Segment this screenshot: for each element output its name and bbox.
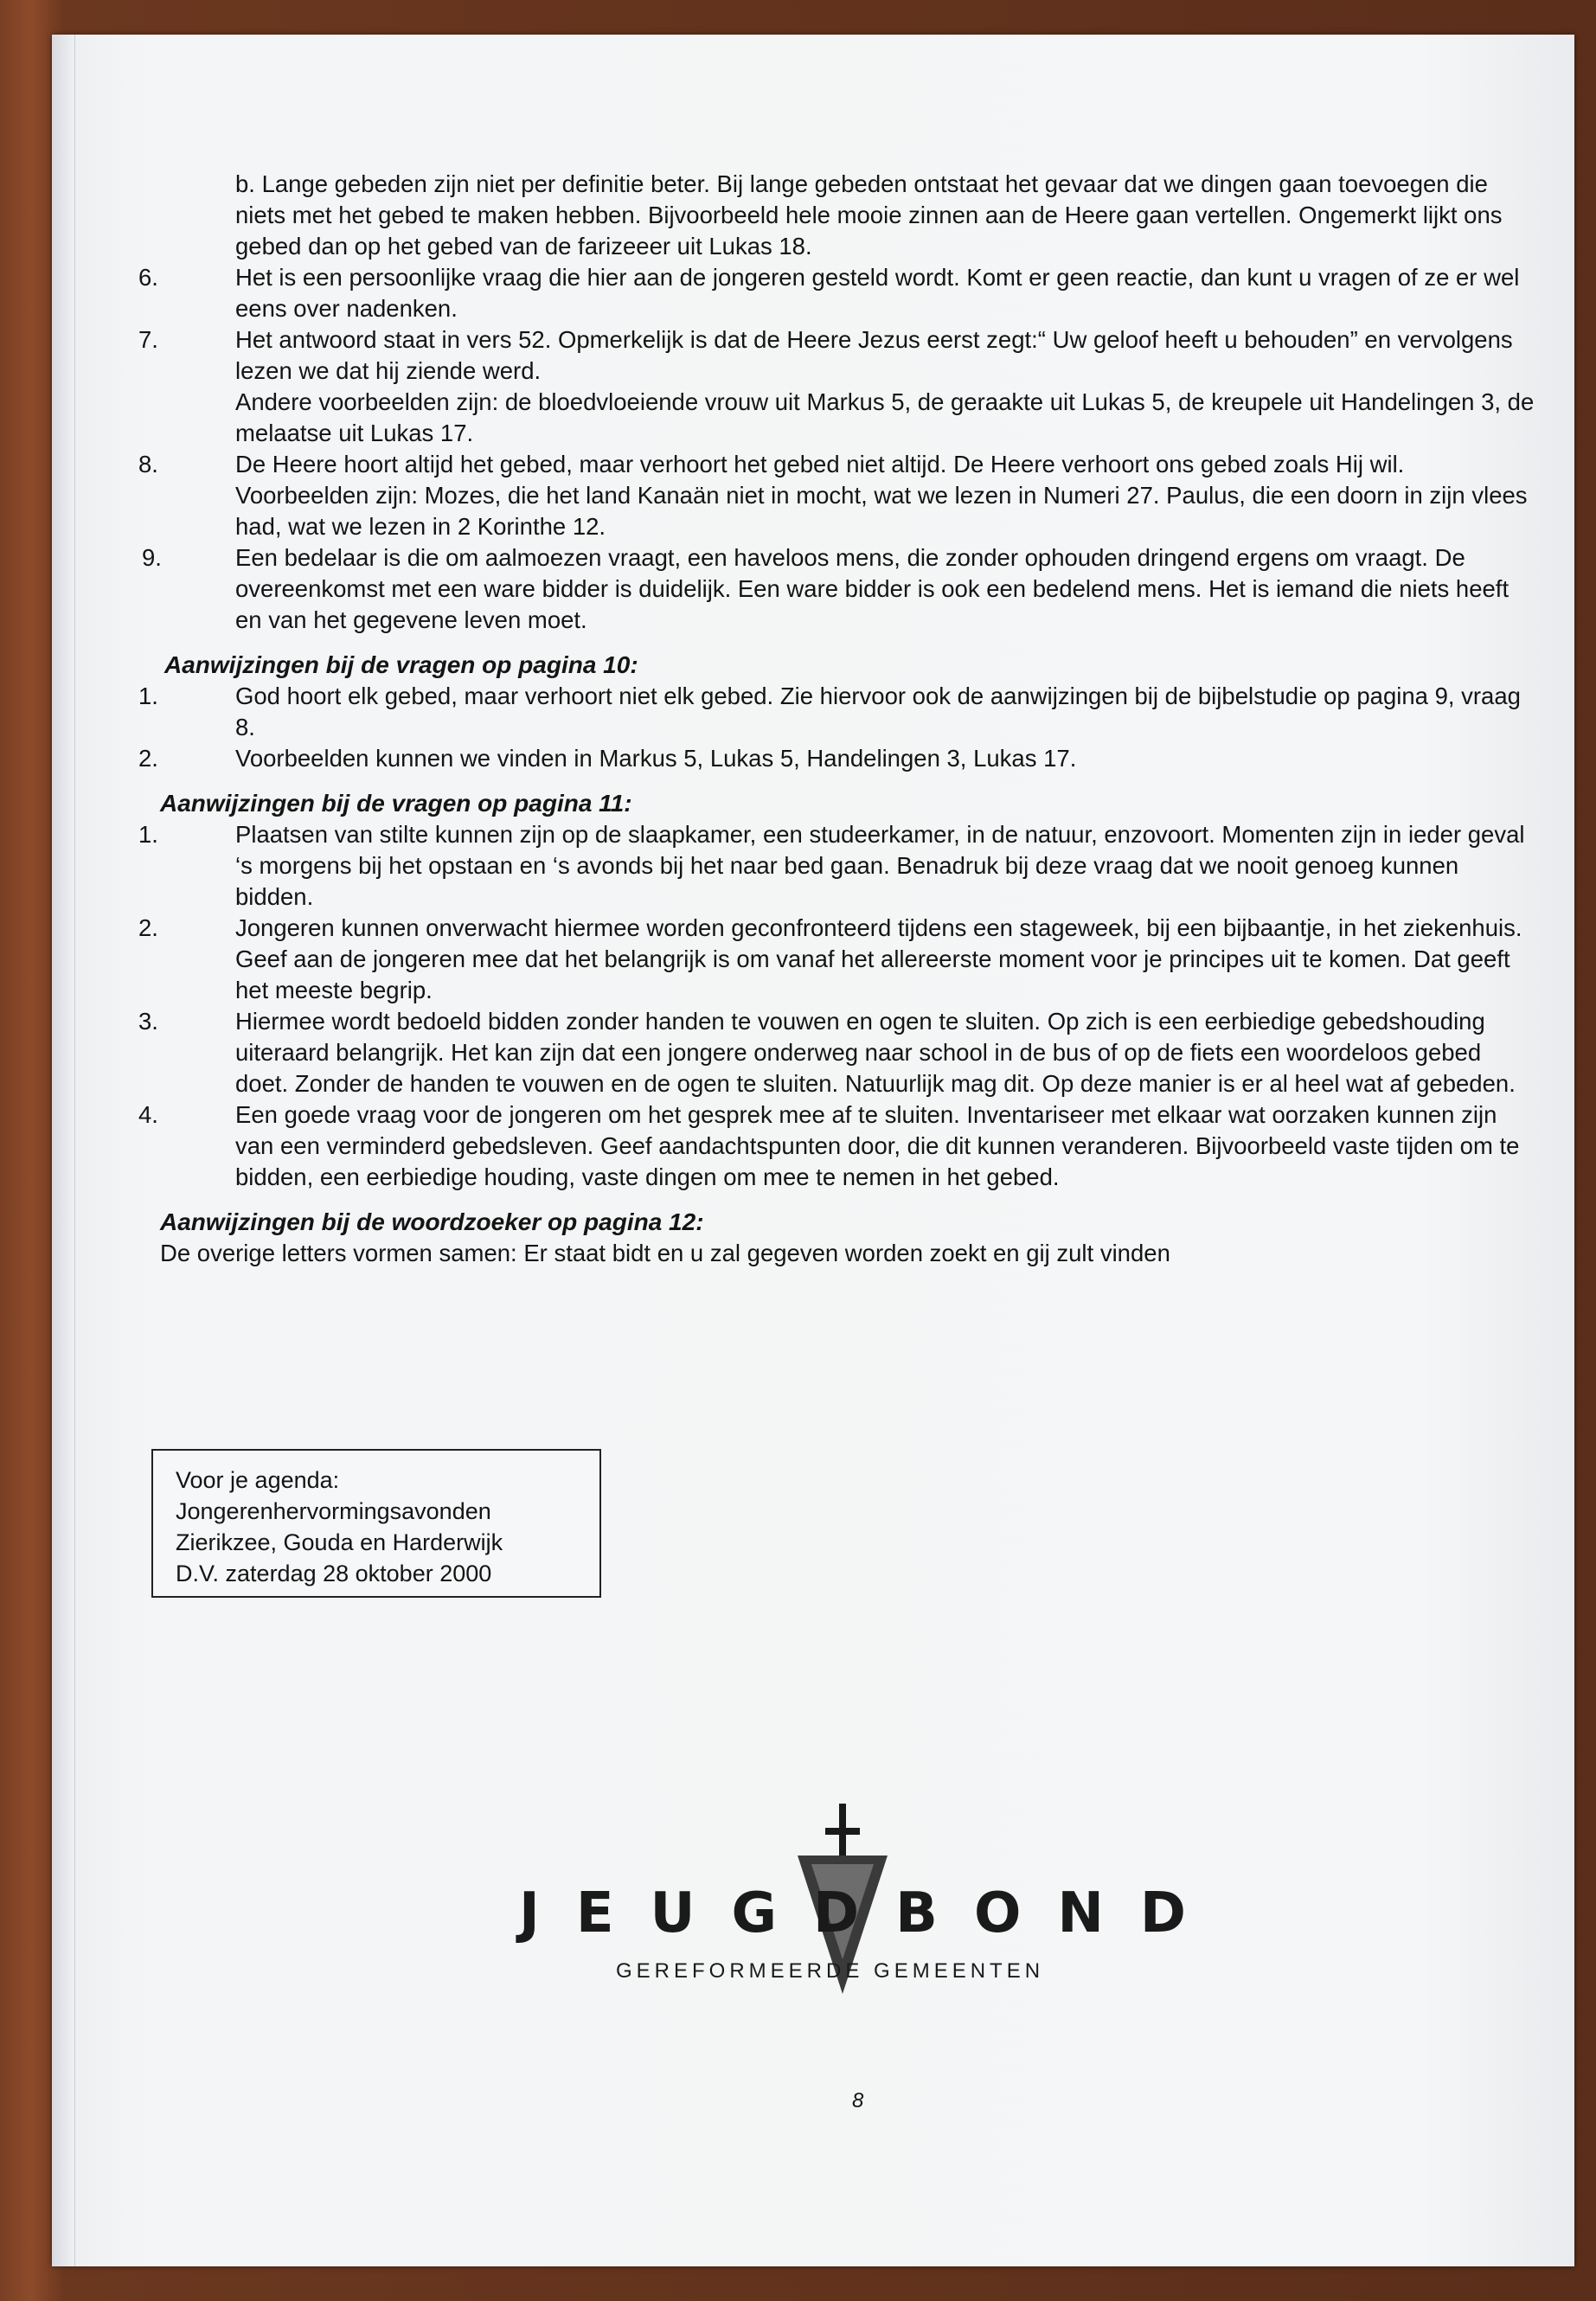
logo-wordmark: JEUGDBOND	[519, 1881, 1223, 1945]
item-number: 1.	[138, 821, 158, 848]
item-number	[173, 169, 235, 262]
list-item	[138, 743, 1540, 774]
list-item	[138, 681, 1540, 743]
item-number: 3.	[138, 1008, 158, 1035]
list-item	[173, 387, 1540, 449]
list-item	[138, 262, 1540, 324]
item-text: Hiermee wordt bedoeld bidden zonder handen te vouwen en ogen te sluiten. Op zich is een eerbiedige gebedshouding uiteraard belangrijk. Het kan zijn dat een jongere onderweg naar school in de bus of op de fiets een woordeloos gebed doet. Zonder de handen te vouwen en de ogen te sluiten. Natuurlijk mag dit. Op deze manier is er al heel wat af gebeden.	[235, 1008, 1516, 1097]
item-text: Andere voorbeelden zijn: de bloedvloeiende vrouw uit Markus 5, de geraakte uit Lukas 5, de kreupele uit Handelingen 3, de melaatse uit Lukas 17.	[235, 388, 1535, 446]
logo-subtitle: GEREFORMEERDE GEMEENTEN	[616, 1959, 1045, 1983]
list-item	[138, 1099, 1540, 1193]
item-number: 7.	[138, 326, 158, 353]
item-text: Het is een persoonlijke vraag die hier aan de jongeren gesteld wordt. Komt er geen reactie, dan kunt u vragen of ze er wel eens over nadenken.	[235, 264, 1520, 322]
page-number: 8	[852, 2089, 864, 2112]
item-text: Plaatsen van stilte kunnen zijn op de slaapkamer, een studeerkamer, in de natuur, enzovoort. Momenten zijn in ieder geval ‘s morgens bij het opstaan en ‘s avonds bij het naar bed gaan. Benadruk bij deze vraag dat we nooit genoeg kunnen bidden.	[235, 821, 1525, 910]
item-text: Een goede vraag voor de jongeren om het gesprek mee af te sluiten. Inventariseer met elkaar wat oorzaken kunnen zijn van een verminderd gebedsleven. Geef aandachtspunten door, die dit kunnen veranderen. Bijvoorbeeld vaste tijden om te bidden, een eerbiedige houding, vaste dingen om mee te nemen in het gebed.	[235, 1101, 1520, 1190]
list-item	[138, 1006, 1540, 1099]
page-edge	[52, 35, 75, 2266]
item-text: Voorbeelden kunnen we vinden in Markus 5, Lukas 5, Handelingen 3, Lukas 17.	[235, 745, 1077, 772]
list-item	[138, 819, 1540, 913]
jeugdbond-logo	[519, 1804, 1228, 2029]
item-text: b. Lange gebeden zijn niet per definitie beter. Bij lange gebeden ontstaat het gevaar dat we dingen gaan toevoegen die niets met het gebed te maken hebben. Bijvoorbeeld hele mooie zinnen aan de Heere gaan vertellen. Ongemerkt lijkt ons gebed dan op het gebed van de farizeeer uit Lukas 18.	[235, 170, 1503, 260]
agenda-line: Voor je agenda:	[176, 1467, 340, 1493]
item-number: 9.	[142, 544, 162, 571]
agenda-line: Zierikzee, Gouda en Harderwijk	[176, 1529, 503, 1555]
list-item	[173, 169, 1540, 262]
section-heading-page-11: Aanwijzingen bij de vragen op pagina 11:	[160, 790, 632, 817]
section-heading-page-12: Aanwijzingen bij de woordzoeker op pagina 12:	[160, 1208, 704, 1235]
list-item	[138, 324, 1540, 387]
agenda-line: Jongerenhervormingsavonden	[176, 1498, 491, 1524]
item-number	[173, 387, 235, 449]
woordzoeker-answer: De overige letters vormen samen: Er staat bidt en u zal gegeven worden zoekt en gij zult vinden	[160, 1240, 1170, 1266]
list-item	[138, 913, 1540, 1006]
list-item	[138, 449, 1540, 542]
agenda-box	[151, 1449, 601, 1598]
document-content	[138, 169, 1540, 1269]
item-number: 1.	[138, 683, 158, 709]
item-number: 2.	[138, 914, 158, 941]
item-text: Jongeren kunnen onverwacht hiermee worden geconfronteerd tijdens een stageweek, bij een bijbaantje, in het ziekenhuis. Geef aan de jongeren mee dat het belangrijk is om vanaf het allereerste moment voor je principes uit te komen. Dat geeft het meeste begrip.	[235, 914, 1522, 1003]
section-heading-page-10: Aanwijzingen bij de vragen op pagina 10:	[164, 651, 638, 678]
item-text: God hoort elk gebed, maar verhoort niet elk gebed. Zie hiervoor ook de aanwijzingen bij de bijbelstudie op pagina 9, vraag 8.	[235, 683, 1521, 740]
item-number: 4.	[138, 1101, 158, 1128]
item-number: 8.	[138, 451, 158, 478]
agenda-line: D.V. zaterdag 28 oktober 2000	[176, 1561, 492, 1586]
item-text: Het antwoord staat in vers 52. Opmerkelijk is dat de Heere Jezus eerst zegt:“ Uw geloof heeft u behouden” en vervolgens lezen we dat hij ziende werd.	[235, 326, 1513, 384]
list-item	[142, 542, 1540, 636]
item-text: Een bedelaar is die om aalmoezen vraagt, een haveloos mens, die zonder ophouden dringend ergens om vraagt. De overeenkomst met een ware bidder is duidelijk. Een ware bidder is ook een bedelend mens. Het is iemand die niets heeft en van het gegevene leven moet.	[235, 544, 1509, 633]
item-number: 6.	[138, 264, 158, 291]
item-text: De Heere hoort altijd het gebed, maar verhoort het gebed niet altijd. De Heere verhoort ons gebed zoals Hij wil. Voorbeelden zijn: Mozes, die het land Kanaän niet in mocht, wat we lezen in Numeri 27. Paulus, die een doorn in zijn vlees had, wat we lezen in 2 Korinthe 12.	[235, 451, 1528, 540]
item-number: 2.	[138, 745, 158, 772]
